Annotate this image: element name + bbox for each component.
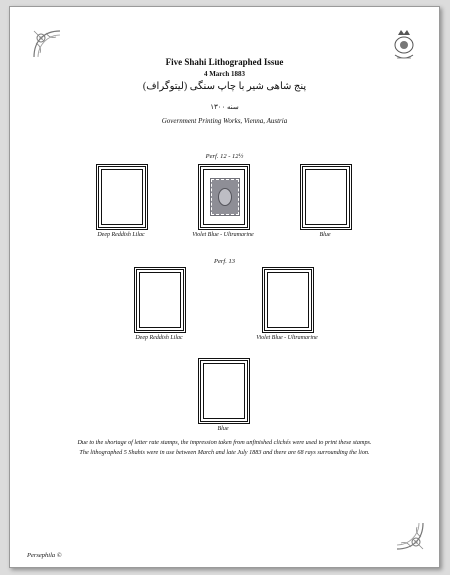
stamp-caption: Violet Blue - Ultramarine: [192, 232, 254, 238]
ornamental-corner-icon: [32, 29, 62, 59]
note-line: Due to the shortage of letter rate stamps, the impression taken from unfinished clichés were used to print these stamps.: [77, 439, 372, 446]
note-line: The lithographed 5 Shahis were in use between March and late July 1883 and there are 68 rays surrounding the lion.: [79, 449, 370, 456]
lion-and-sun-stamp: [211, 179, 239, 215]
stamp-slot: [198, 358, 250, 424]
album-page: [9, 6, 440, 568]
stamp-caption: Deep Reddish Lilac: [135, 335, 183, 341]
persian-year: سنه ۱۳۰۰: [210, 103, 239, 111]
stamp-slot: [300, 164, 352, 230]
perf-label-row2: Perf. 13: [214, 258, 235, 265]
copyright-footer: Persephila ©: [27, 552, 62, 559]
persian-title: پنج شاهی شیر با چاپ سنگی (لیتوگراف): [142, 81, 307, 92]
stamp-caption: Blue: [319, 232, 331, 238]
ornamental-corner-icon: [395, 521, 425, 551]
page-note: [30, 438, 419, 458]
stamp-slot: [198, 164, 250, 230]
page-title: Five Shahi Lithographed Issue: [165, 57, 284, 67]
stamp-caption: Blue: [217, 426, 229, 432]
stamp-slot: [96, 164, 148, 230]
printer-name: Government Printing Works, Vienna, Austria: [161, 117, 288, 125]
stamp-slot: [134, 267, 186, 333]
perf-label-row1: Perf. 12 - 12½: [205, 153, 244, 160]
stamp-caption: Violet Blue - Ultramarine: [256, 335, 318, 341]
issue-date: 4 March 1883: [203, 70, 246, 78]
stamp-slot: [262, 267, 314, 333]
stamp-caption: Deep Reddish Lilac: [97, 232, 145, 238]
